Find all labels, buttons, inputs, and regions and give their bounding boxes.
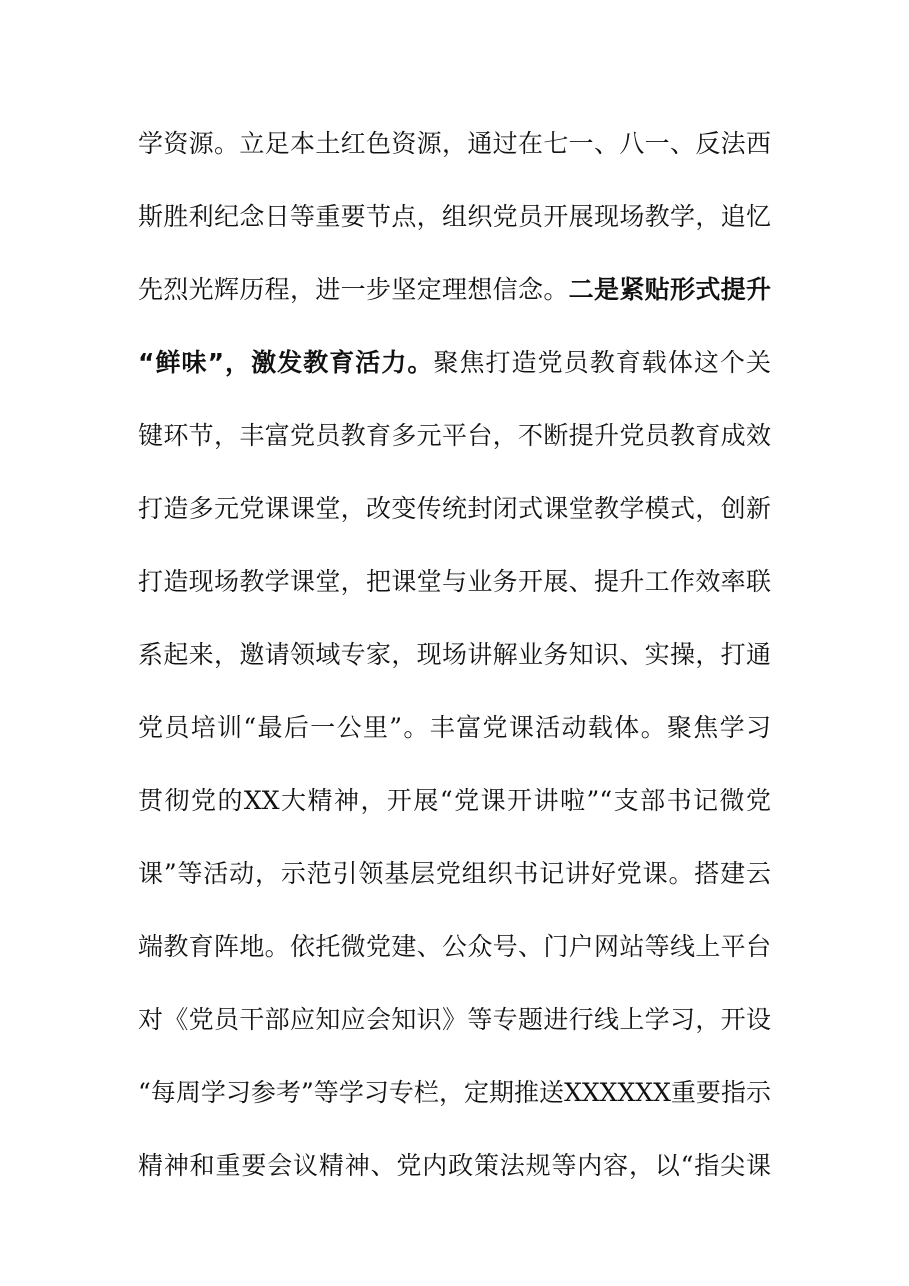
text-line-8 <box>138 635 771 675</box>
text-line-2 <box>138 197 771 237</box>
text-run: 斯胜利纪念日等重要节点，组织党员开展现场教学，追忆 <box>138 202 771 231</box>
text-run: 学资源。立足本土红色资源，通过在七一、八一、反法西 <box>138 129 771 158</box>
text-line-15 <box>138 1146 771 1186</box>
text-line-7 <box>138 562 771 602</box>
bold-heading-run: 二是紧贴形式提升 <box>568 275 771 304</box>
text-line-12 <box>138 927 771 967</box>
text-run: 课”等活动，示范引领基层党组织书记讲好党课。搭建云 <box>138 859 771 888</box>
text-run: 打造现场教学课堂，把课堂与业务开展、提升工作效率联 <box>138 567 771 596</box>
text-line-13 <box>138 1000 771 1040</box>
text-run: 精神和重要会议精神、党内政策法规等内容，以“指尖课 <box>138 1151 771 1180</box>
text-line-9 <box>138 708 771 748</box>
text-line-10 <box>138 781 771 821</box>
text-line-4 <box>138 343 771 383</box>
text-line-6 <box>138 489 771 529</box>
text-line-11 <box>138 854 771 894</box>
text-run: 系起来，邀请领域专家，现场讲解业务知识、实操，打通 <box>138 640 771 669</box>
text-line-1 <box>138 124 771 164</box>
text-run: 贯彻党的XX大精神，开展“党课开讲啦”“支部书记微党 <box>138 786 771 815</box>
text-run: 对《党员干部应知应会知识》等专题进行线上学习，开设 <box>138 1005 771 1034</box>
text-line-5 <box>138 416 771 456</box>
text-run: 先烈光辉历程，进一步坚定理想信念。 <box>138 275 569 304</box>
text-run: “每周学习参考”等学习专栏，定期推送XXXXXX重要指示 <box>138 1078 771 1107</box>
text-line-14 <box>138 1073 771 1113</box>
text-line-3 <box>138 270 771 310</box>
text-run: 打造多元党课课堂，改变传统封闭式课堂教学模式，创新 <box>138 494 771 523</box>
text-run: 端教育阵地。依托微党建、公众号、门户网站等线上平台 <box>138 932 771 961</box>
text-run: 键环节，丰富党员教育多元平台，不断提升党员教育成效 <box>138 421 771 450</box>
bold-heading-run: “鲜味”，激发教育活力。 <box>138 348 434 377</box>
text-run: 聚焦打造党员教育载体这个关 <box>433 348 771 377</box>
text-run: 党员培训“最后一公里”。丰富党课活动载体。聚焦学习 <box>138 713 771 742</box>
